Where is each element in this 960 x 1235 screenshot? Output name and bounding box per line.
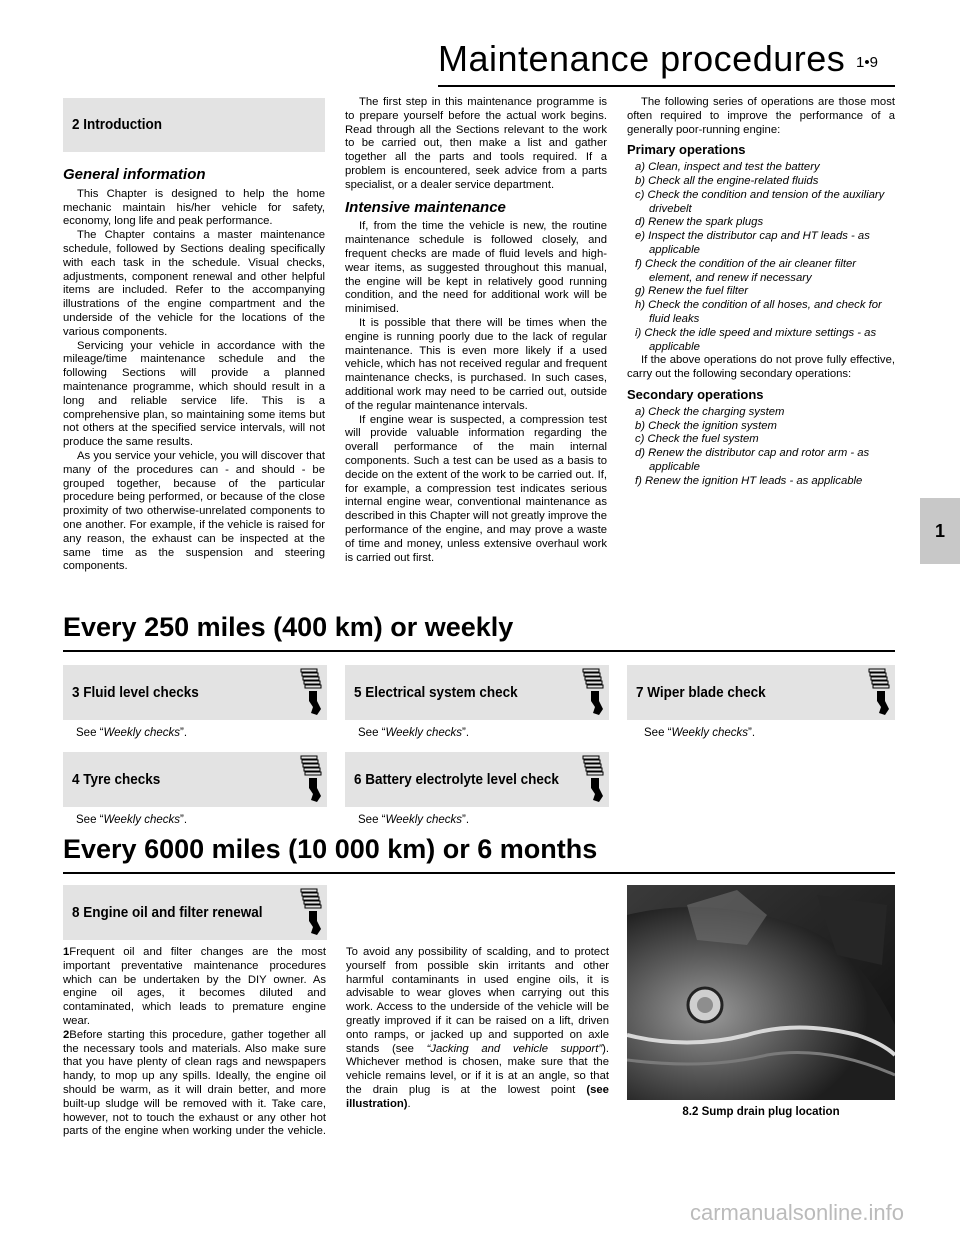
list-item: i) Check the idle speed and mixture settings - as applicable	[635, 326, 877, 353]
see-weekly-checks: See “Weekly checks”.	[358, 727, 470, 739]
paragraph: As you service your vehicle, you will discover that many of the procedures can - and should - be grouped together, because of the particular procedure being performed, or because of the close proximity of two otherwise-unrelated components to one another. For example, if the vehicle is raised for any reason, the exhaust can be inspected at the same time as the suspension and steering components.	[63, 449, 325, 573]
paragraph: The Chapter contains a master maintenance schedule, followed by Sections dealing specifically with each task in the schedule. Visual checks, adjustments, component renewal and other helpful items are included. Refer to the accompanying illustrations of the engine compartment and the underside of the vehicle for the locations of the various components.	[63, 229, 325, 338]
weekly-checks-link[interactable]: Weekly checks	[385, 814, 462, 826]
fluid-level-box	[63, 665, 327, 720]
weekly-heading: Every 250 miles (400 km) or weekly	[63, 612, 514, 642]
six-month-heading: Every 6000 miles (10 000 km) or 6 months	[63, 834, 598, 864]
weekly-checks-link[interactable]: Weekly checks	[385, 727, 462, 739]
paragraph: This Chapter is designed to help the home mechanic maintain his/her vehicle for safety, economy, long life and peak performance.	[63, 187, 325, 228]
oil-filter-text	[63, 946, 609, 1146]
general-info-heading: General information	[63, 166, 206, 183]
spanner-difficulty-icon	[579, 667, 605, 717]
oil-filter-box	[63, 885, 327, 940]
sump-photo-image	[627, 885, 895, 1100]
paragraph: 1Frequent oil and filter changes are the most important preventative maintenance procedures which can be undertaken by the DIY owner. As engine oil ages, it becomes diluted and contaminated, which leads to premature engine wear.	[63, 946, 326, 1027]
photo-caption: 8.2 Sump drain plug location	[682, 1106, 840, 1118]
list-item: c) Check the fuel system	[635, 433, 759, 446]
tyre-box	[63, 752, 327, 807]
electrical-box	[345, 665, 609, 720]
spanner-difficulty-icon	[579, 754, 605, 804]
footer-watermark: carmanualsonline.info	[690, 1200, 905, 1225]
see-weekly-checks: See “Weekly checks”.	[644, 727, 756, 739]
chapter-tab[interactable]: 1	[920, 498, 960, 564]
list-item: c) Check the condition and tension of the auxiliary drivebelt	[635, 188, 885, 215]
wiper-box	[627, 665, 895, 720]
list-item: d) Renew the distributor cap and rotor arm - as applicable	[635, 447, 870, 473]
paragraph: 2Before starting this procedure, gather together all the necessary tools and materials. Also make sure that you have plenty of clean rags and newspapers handy, to mop up any spills. Ideally, the engine oil should be warm, as it will drain better, and more built-up sludge will be removed with it. Take care, however, not to touch the exhaust or any other hot parts of the engine when working under the vehicle. To avoid any possibility of scalding, and to protect yourself from possible skin irritants and other harmful contaminants in used engine oils, it is advisable to wear gloves when carrying out this work. Access to the underside of the vehicle will be greatly improved if it can be raised on a lift, driven onto ramps, or jacked up and supported on axle stands (see “Jacking and vehicle support”). Whichever method is chosen, make sure that the vehicle remains level, or if it is at an angle, so that the drain plug is at the lowest point (see illustration).	[63, 946, 610, 1138]
battery-title: 6 Battery electrolyte level check	[354, 771, 559, 788]
spanner-difficulty-icon	[297, 667, 323, 717]
electrical-title: 5 Electrical system check	[354, 684, 518, 701]
list-item: f) Check the condition of the air cleaner filter element, and renew if necessary	[635, 257, 857, 284]
wiper-title: 7 Wiper blade check	[636, 684, 766, 701]
paragraph: If engine wear is suspected, a compression test will provide valuable information regarding the overall performance of the main internal components. Such a test can be used as a basis to decide on the extent of the work to be carried out. If, for example, a compression test indicates serious internal engine wear, conventional maintenance as described in this Chapter will not greatly improve the performance of the engine, and may prove a waste of time and money, unless extensive overhaul work is carried out first.	[345, 413, 607, 564]
list-item: f) Renew the ignition HT leads - as applicable	[635, 474, 863, 487]
see-illustration-link[interactable]: (see illustration)	[346, 1083, 609, 1110]
list-item: b) Check all the engine-related fluids	[635, 174, 819, 187]
weekly-checks-link[interactable]: Weekly checks	[671, 727, 748, 739]
spanner-difficulty-icon	[297, 887, 323, 937]
weekly-checks-link[interactable]: Weekly checks	[103, 814, 180, 826]
paragraph: Servicing your vehicle in accordance with the mileage/time maintenance schedule and the following Sections will provide a planned maintenance programme, which should result in a long and reliable service life. This is a comprehensive plan, so maintaining some items but not others at the specified service intervals, will not produce the same results.	[63, 339, 325, 449]
see-weekly-checks: See “Weekly checks”.	[358, 814, 470, 826]
intro-column-1	[63, 160, 325, 574]
tyre-title: 4 Tyre checks	[72, 771, 161, 788]
intensive-heading: Intensive maintenance	[345, 198, 506, 216]
paragraph: The first step in this maintenance programme is to prepare yourself before the actual work begins. Read through all the Sections relevant to the work to be carried out, then make a list and gather together all the parts and tools required. If a problem is encountered, seek advice from a parts specialist, or a dealer service department.	[345, 96, 607, 191]
see-weekly-checks: See “Weekly checks”.	[76, 814, 188, 826]
paragraph: If, from the time the vehicle is new, the routine maintenance schedule is followed closely, and frequent checks are made of fluid levels and high-wear items, as suggested throughout this manual, the engine will be kept in relatively good running condition, and the need for additional work will be minimised.	[345, 220, 607, 316]
list-item: e) Inspect the distributor cap and HT leads - as applicable	[635, 230, 870, 256]
primary-list	[627, 161, 895, 354]
secondary-list	[627, 406, 895, 489]
list-item: h) Check the condition of all hoses, and check for fluid leaks	[635, 299, 882, 325]
paragraph: It is possible that there will be times when the engine is running poorly due to the lack of regular maintenance. This is even more likely if a used vehicle, which has not received regular and frequent maintenance checks, is purchased. In such cases, additional work may need to be carried out, outside of the regular maintenance intervals.	[345, 316, 607, 412]
sump-drain-plug-photo	[627, 885, 895, 1100]
weekly-rule	[63, 650, 895, 652]
see-weekly-checks: See “Weekly checks”.	[76, 727, 188, 739]
fluid-level-title: 3 Fluid level checks	[72, 684, 199, 701]
weekly-checks-link[interactable]: Weekly checks	[103, 727, 180, 739]
page-number: 1•9	[856, 54, 878, 71]
secondary-heading: Secondary operations	[627, 386, 764, 402]
list-item: b) Check the ignition system	[635, 419, 777, 432]
six-month-rule	[63, 872, 895, 874]
list-item: a) Check the charging system	[635, 405, 785, 418]
list-item: g) Renew the fuel filter	[635, 285, 749, 298]
paragraph: The following series of operations are those most often required to improve the performance of a generally poor-running engine:	[627, 96, 895, 136]
page-title: Maintenance procedures	[438, 38, 846, 79]
intro-column-3	[627, 96, 895, 489]
spanner-difficulty-icon	[865, 667, 891, 717]
spanner-difficulty-icon	[297, 754, 323, 804]
intro-heading: 2 Introduction	[72, 116, 162, 133]
intro-heading-box	[63, 98, 325, 152]
list-item: d) Renew the spark plugs	[635, 216, 764, 229]
paragraph: If the above operations do not prove fully effective, carry out the following secondary operations:	[627, 354, 895, 381]
intro-column-2	[345, 96, 607, 565]
oil-filter-title: 8 Engine oil and filter renewal	[72, 904, 263, 921]
primary-heading: Primary operations	[627, 142, 746, 158]
list-item: a) Clean, inspect and test the battery	[635, 161, 820, 174]
battery-box	[345, 752, 609, 807]
title-rule	[438, 85, 895, 87]
